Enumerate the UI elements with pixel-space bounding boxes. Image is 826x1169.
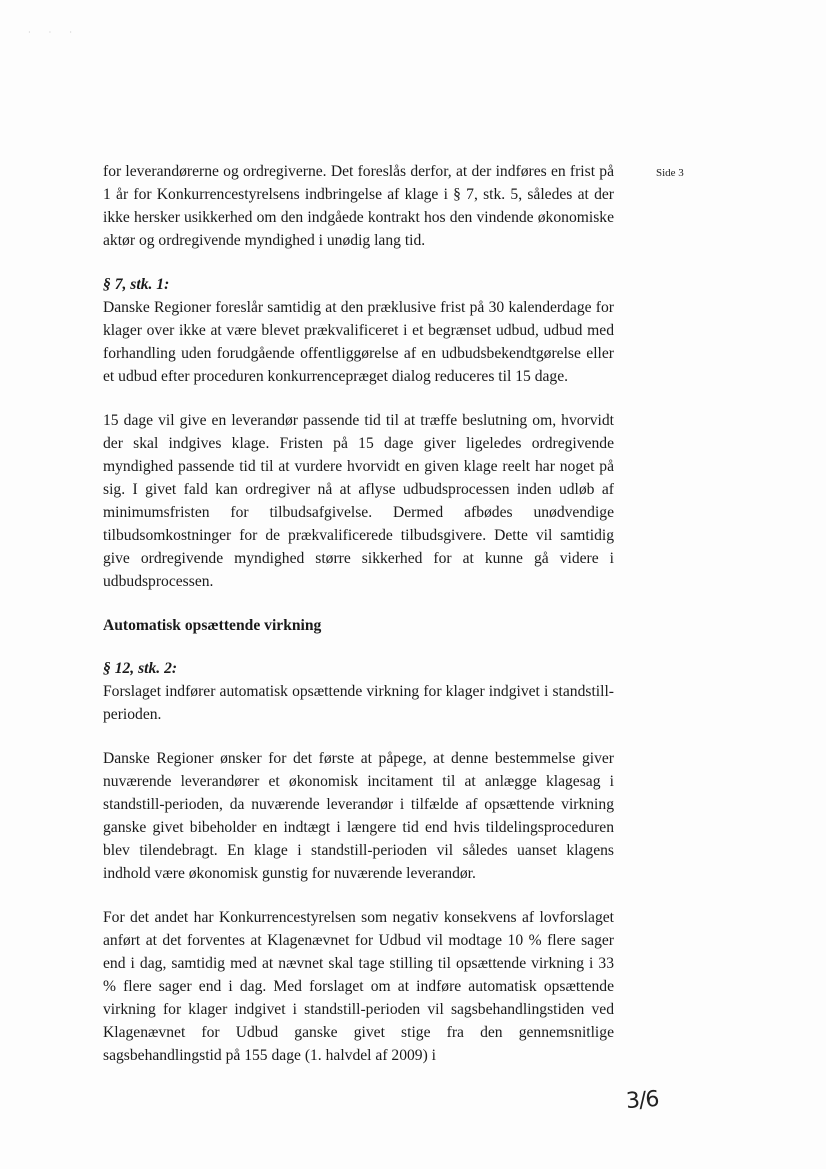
paragraph-second-point: For det andet har Konkurrencestyrelsen som negativ konsekvens af lovforslaget anført at det forventes at Klagenævnet for Udbud vil modtage 10 % flere sager end i dag, samtidig med at nævnet skal tage stilling til opsættende virkning i 33 % flere sager end i dag. Med forslaget om at indføre automatisk opsættende virkning for klager indgivet i standstill-perioden vil sagsbehandlingstiden ved Klagenævnet for Udbud ganske givet stige fra den gennemsnitlige sagsbehandlingstid på 155 dage (1. halvdel af 2009) i bbox=[103, 909, 614, 1064]
document-body bbox=[103, 160, 614, 1067]
paragraph-15-days: 15 dage vil give en leverandør passende tid til at træffe beslutning om, hvorvidt der skal indgives klage. Fristen på 15 dage giver ligeledes ordregivende myndighed passende tid til at vurdere hvorvidt en given klage reelt har noget på sig. I givet fald kan ordregiver nå at aflyse udbudsprocessen inden udløb af minimumsfristen for tilbudsafgivelse. Dermed afbødes unødvendige tilbudsomkostninger for de prækvalificerede tilbudsgivere. Dette vil samtidig give ordregivende myndighed større sikkerhed for at kunne gå videre i udbudsprocessen. bbox=[103, 412, 614, 590]
section-reference-12-2: § 12, stk. 2: bbox=[103, 660, 178, 677]
section-heading: Automatisk opsættende virkning bbox=[103, 617, 322, 634]
paragraph-proposal: Forslaget indfører automatisk opsættende virkning for klager indgivet i standstill-perioden. bbox=[103, 683, 614, 723]
paragraph-first-point: Danske Regioner ønsker for det første at påpege, at denne bestemmelse giver nuværende leverandører et økonomisk incitament til at anlægge klagesag i standstill-perioden, da nuværende leverandør i tilfælde af opsættende virkning ganske givet bibeholder en indtægt i længere tid end hvis tildelingsproceduren blev tilendebragt. En klage i standstill-perioden vil således uanset klagens indhold være økonomisk gunstig for nuværende leverandør. bbox=[103, 750, 614, 882]
scan-specks: · · · bbox=[28, 28, 80, 37]
handwritten-page-number: 3/6 bbox=[625, 1086, 660, 1115]
page-side-label: Side 3 bbox=[656, 167, 684, 179]
paragraph-continuation: for leverandørerne og ordregiverne. Det foreslås derfor, at der indføres en frist på 1 år for Konkurrencestyrelsens indbringelse af klage i § 7, stk. 5, således at der ikke hersker usikkerhed om den indgåede kontrakt hos den vindende økonomiske aktør og ordregivende myndighed i unødig lang tid. bbox=[103, 163, 614, 249]
paragraph-reduce-deadline: Danske Regioner foreslår samtidig at den præklusive frist på 30 kalenderdage for klager over ikke at være blevet prækvalificeret i et begrænset udbud, udbud med forhandling uden forudgående offentliggørelse af en udbudsbekendtgørelse eller et udbud efter proceduren konkurrencepræget dialog reduceres til 15 dage. bbox=[103, 299, 614, 385]
section-reference-7-1: § 7, stk. 1: bbox=[103, 276, 170, 293]
